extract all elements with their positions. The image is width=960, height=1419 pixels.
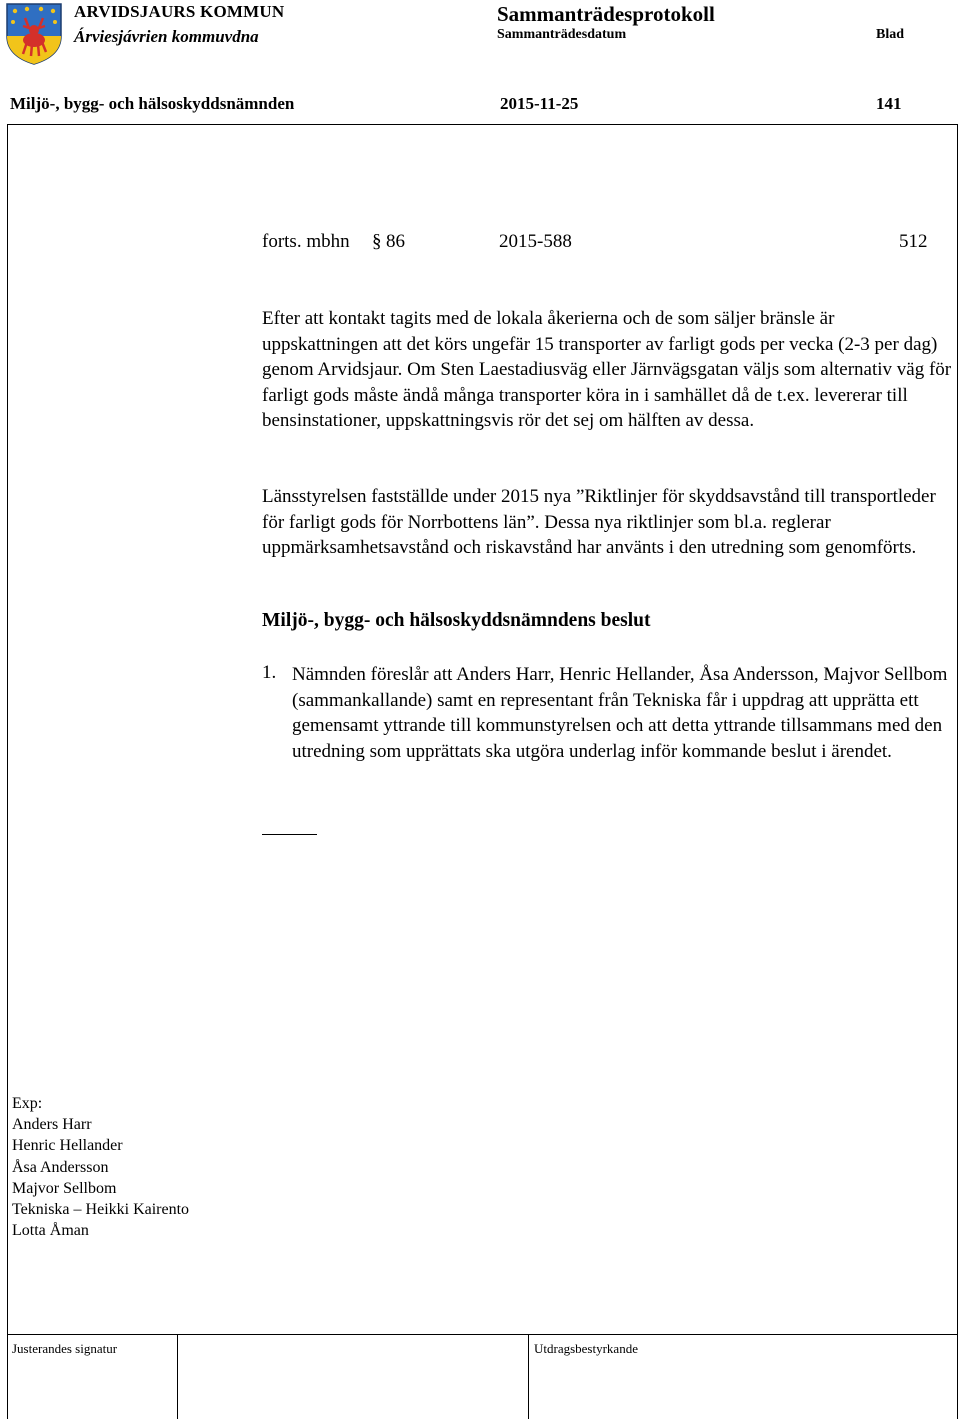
case-number: 2015-588 [499,231,572,252]
distribution-label: Exp: [12,1095,43,1112]
page-label: Blad [876,27,905,42]
paragraph-text: Länsstyrelsen fastställde under 2015 nya ”Riktlinjer för skyddsavstånd till transportleder för farligt gods för Norrbottens län”. Dessa nya riktlinjer som bl.a. reglerar uppmärksamhetsavstånd och riskavstånd har använts i den utredning som genomförts. [262,486,936,558]
decision-item-number: 1. [262,662,277,683]
board-name: Miljö-, bygg- och hälsoskyddsnämnden [10,94,295,113]
distribution-recipient: Tekniska – Heikki Kairento [12,1201,190,1219]
signature-row [7,1335,958,1419]
distribution-recipient: Majvor Sellbom [12,1179,117,1197]
meeting-date-label: Sammanträdesdatum [497,27,627,42]
organization-name-sami: Árviesjávrien kommuvdna [74,27,259,46]
distribution-recipient: Anders Harr [12,1116,92,1134]
distribution-recipient: Åsa Andersson [12,1158,109,1176]
signature-divider [177,1335,178,1419]
signature-label: Justerandes signatur [12,1341,118,1356]
certification-label: Utdragsbestyrkande [534,1341,638,1356]
organization-name: ARVIDSJAURS KOMMUN [74,2,285,21]
signature-divider [528,1335,529,1419]
document-type: Sammanträdesprotokoll [497,2,715,26]
section-number: 86 [386,231,405,252]
page-number: 141 [876,94,902,113]
distribution-recipient: Henric Hellander [12,1137,123,1155]
decision-heading: Miljö-, bygg- och hälsoskyddsnämndens beslut [262,610,651,631]
body-paragraph [262,484,952,561]
body-paragraph [262,306,952,434]
coat-of-arms-logo [5,2,63,66]
decision-item-text: Nämnden föreslår att Anders Harr, Henric Hellander, Åsa Andersson, Majvor Sellbom (sammankallande) samt en representant från Tekniska får i uppdrag att upprätta ett gemensamt yttrande till kommunstyrelsen och att detta yttrande tillsammans med den utredning som upprättats ska utgöra underlag inför kommande beslut i ärendet. [292,664,948,762]
reference-prefix: forts. mbhn [262,231,350,252]
meeting-date: 2015-11-25 [500,94,579,113]
distribution-recipient: Lotta Åman [12,1222,89,1240]
end-divider [262,834,317,835]
register-code: 512 [899,231,928,252]
paragraph-text: Efter att kontakt tagits med de lokala åkerierna och de som säljer bränsle är uppskattningen att det körs ungefär 15 transporter av farligt gods per vecka (2-3 per dag) genom Arvidsjaur. Om Sten Laestadiusväg eller Järnvägsgatan väljs som alternativ väg för farligt gods måste ändå många transporter köra in i samhället då de t.ex. levererar till bensinstationer, uppskattningsvis rör det sej om hälften av dessa. [262,308,952,431]
section-symbol: § [372,231,382,252]
distribution-list [12,1093,189,1241]
